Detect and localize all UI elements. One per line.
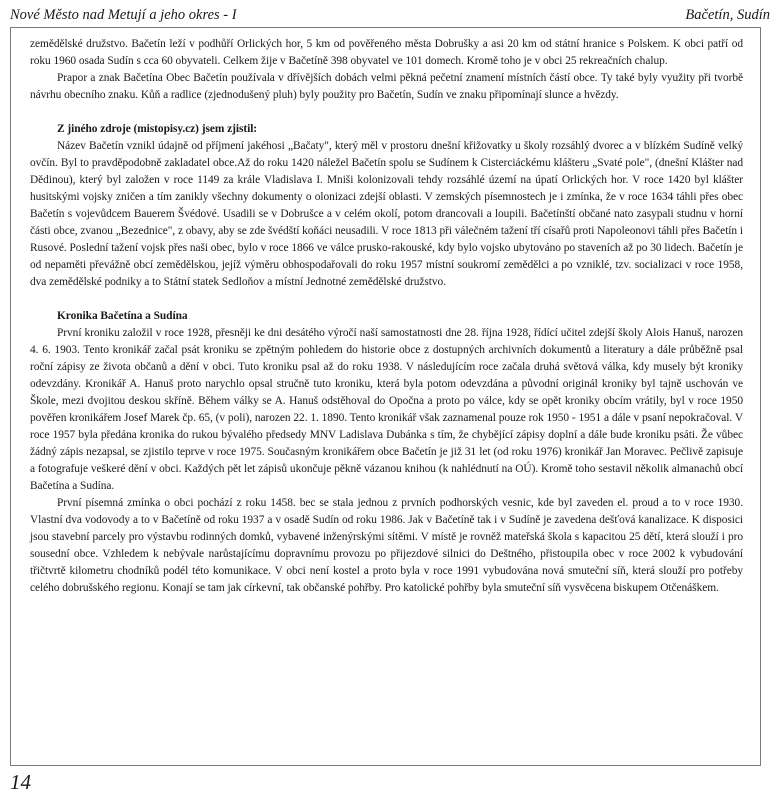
header-book-title: Nové Město nad Metují a jeho okres - I: [10, 7, 237, 23]
paragraph-chronicle: První kroniku založil v roce 1928, přesněji ke dni desátého výročí naší samostatnosti dne 28. října 1928, řídící učitel zdejší školy Alois Hanuš, narozen 4. 6. 1903. Tento kronikář začal psát kroniku se zpětným pohledem do historie obce z dostupných archivních dokumentů a literatury a dále průběžně psal roční zápisy ze života občanů a dění v obci. Tuto kroniku psal až do roku 1938. V následujícím roce začala druhá světová válka, kdy musely být kroniky odevzdány. Kronikář A. Hanuš proto narychlo opsal stručně tuto kroniku, která byla potom odevzdána a původní originál kroniky byl tajně uschován ve Škole, mezi dvojitou deskou skříně. Během války se A. Hanuš odstěhoval do Opočna a proto po válce, kdy se opět kroniky obcím vrátily, byl v roce 1950 pověřen kronikářem Josef Marek čp. 65, (v poli), narozen 22. 1. 1890. Tento kronikář však zaznamenal pouze rok 1950 - 1951 a dále v psaní nepokračoval. V roce 1957 byla předána kronika do rukou bývalého předsedy MNV Ladislava Dubánka s tím, že chybějící zápisy doplní a dále bude kroniku psáti. Že vůbec žádný zápis nezapsal, se zjistilo teprve v roce 1975. Současným kronikářem obce Bačetín je již 31 let (od roku 1976) kronikář Jan Moravec. Pečlivě zapisuje a fotografuje veškeré dění v obci. Každých pět let zápisů ukončuje pěkně vázanou knihou (k nahlédnutí na OÚ). Kromě toho sestavil několik almanachů obcí Bačetína a Sudína.: [30, 327, 743, 492]
header-section-title: Bačetín, Sudín: [685, 7, 770, 23]
page-number: 14: [10, 770, 31, 794]
paragraph-flag-coat: Prapor a znak Bačetína Obec Bačetín používala v dřívějších dobách velmi pěkná pečetní znamení místních částí obce. Ty také byly využity při tvorbě návrhu obecního znaku. Kůň a radlice (zjednodušený pluh) byly použity pro Bačetín, Sudín ve znaku připomínají slunce a hvězdy.: [30, 72, 743, 101]
section-heading-chronicle: Kronika Bačetína a Sudína: [57, 310, 188, 322]
running-header: [10, 4, 770, 26]
paragraph-history: Název Bačetín vznikl údajně od příjmení jakéhosi „Bačaty", který měl v prostoru dnešní křižovatky u školy rozsáhlý dvorec a v blízkém Sudíně velký ovčín. Byl to pravděpodobně zakladatel obce.Až do roku 1420 náležel Bačetín spolu se Sudínem k Cisterciáckému klášteru „Svaté pole", (dnešní Klášter nad Dědinou), který byl založen v roce 1149 za krále Vladislava I. Mniši kolonizovali tehdy rozsáhlé území na úpatí Orlických hor. V roce 1420 byl klášter husitskými vojsky zničen a tím zanikly všechny dokumenty o olonizaci zdejší oblasti. V zemských písemnostech je i zmínka, že v roce 1634 táhli přes obec Bačetín s vojevůdcem Bauerem Švédové. Usadili se v Dobrušce a v celém okolí, potom drancovali a loupili. Bačetínští občané nato zasypali studnu v horní části obce, zvanou „Bezednice", z obavy, aby se zde švédští koňáci neusadili. V roce 1813 při válečném tažení tří císařů proti Napoleonovi táhli přes Bačetín i Rusové. Poslední tažení vojsk přes naši obec, bylo v roce 1866 ve válce prusko-rakouské, kdy bylo vojsko ubytováno po staveních až po 30 lidech. Bačetín je od nepaměti převážně obcí zemědělskou, jejíž výměru obhospodařovali do roku 1957 místní soukromí zemědělci a po vzniklé, tzv. socializaci v roce 1958, dva zemědělské podniky a to Státní statek Sedloňov a místní Jednotné zemědělské družstvo.: [30, 140, 743, 288]
section-heading-source: Z jiného zdroje (mistopisy.cz) jsem zjistil:: [57, 123, 258, 135]
text-frame: [10, 27, 761, 766]
body-text: [30, 36, 743, 597]
paragraph-infrastructure: První písemná zmínka o obci pochází z roku 1458. bec se stala jednou z prvních podhorských vesnic, kde byl zaveden el. proud a to v roce 1930. Vlastní dva vodovody a to v Bačetíně od roku 1937 a v osadě Sudín od roku 1986. Jak v Bačetíně tak i v Sudíně je zavedena dešťová kanalizace. K disposici jsou stavební parcely pro výstavbu rodinných domků, vybavené inženýrskými sítěmi. V místě je rovněž mateřská škola s kapacitou 25 dětí, která slouží i pro sousední obce. Vzhledem k nebývale narůstajícímu dopravnímu provozu po přijezdové silnici do Deštného, přistoupila obec v roce 2002 k vybudování třičtvrtě kilometru chodníků podél této komunikace. V obci není kostel a proto byla v roce 1991 vybudována nová smuteční síň, která slouží pro potřeby celého dobrušského regionu. Konají se tam jak církevní, tak občanské pohřby. Pro katolické pohřby byla smuteční síň vysvěcena biskupem Otčenáškem.: [30, 497, 743, 594]
paragraph-intro: zemědělské družstvo. Bačetín leží v podhůří Orlických hor, 5 km od pověřeného města Dobrušky a asi 20 km od státní hranice s Polskem. K obci patří od roku 1960 osada Sudín s cca 60 obyvateli. Celkem žije v Bačetíně 398 obyvatel ve 101 domech. Kromě toho je v obci 25 rekreačních chalup.: [30, 38, 743, 67]
